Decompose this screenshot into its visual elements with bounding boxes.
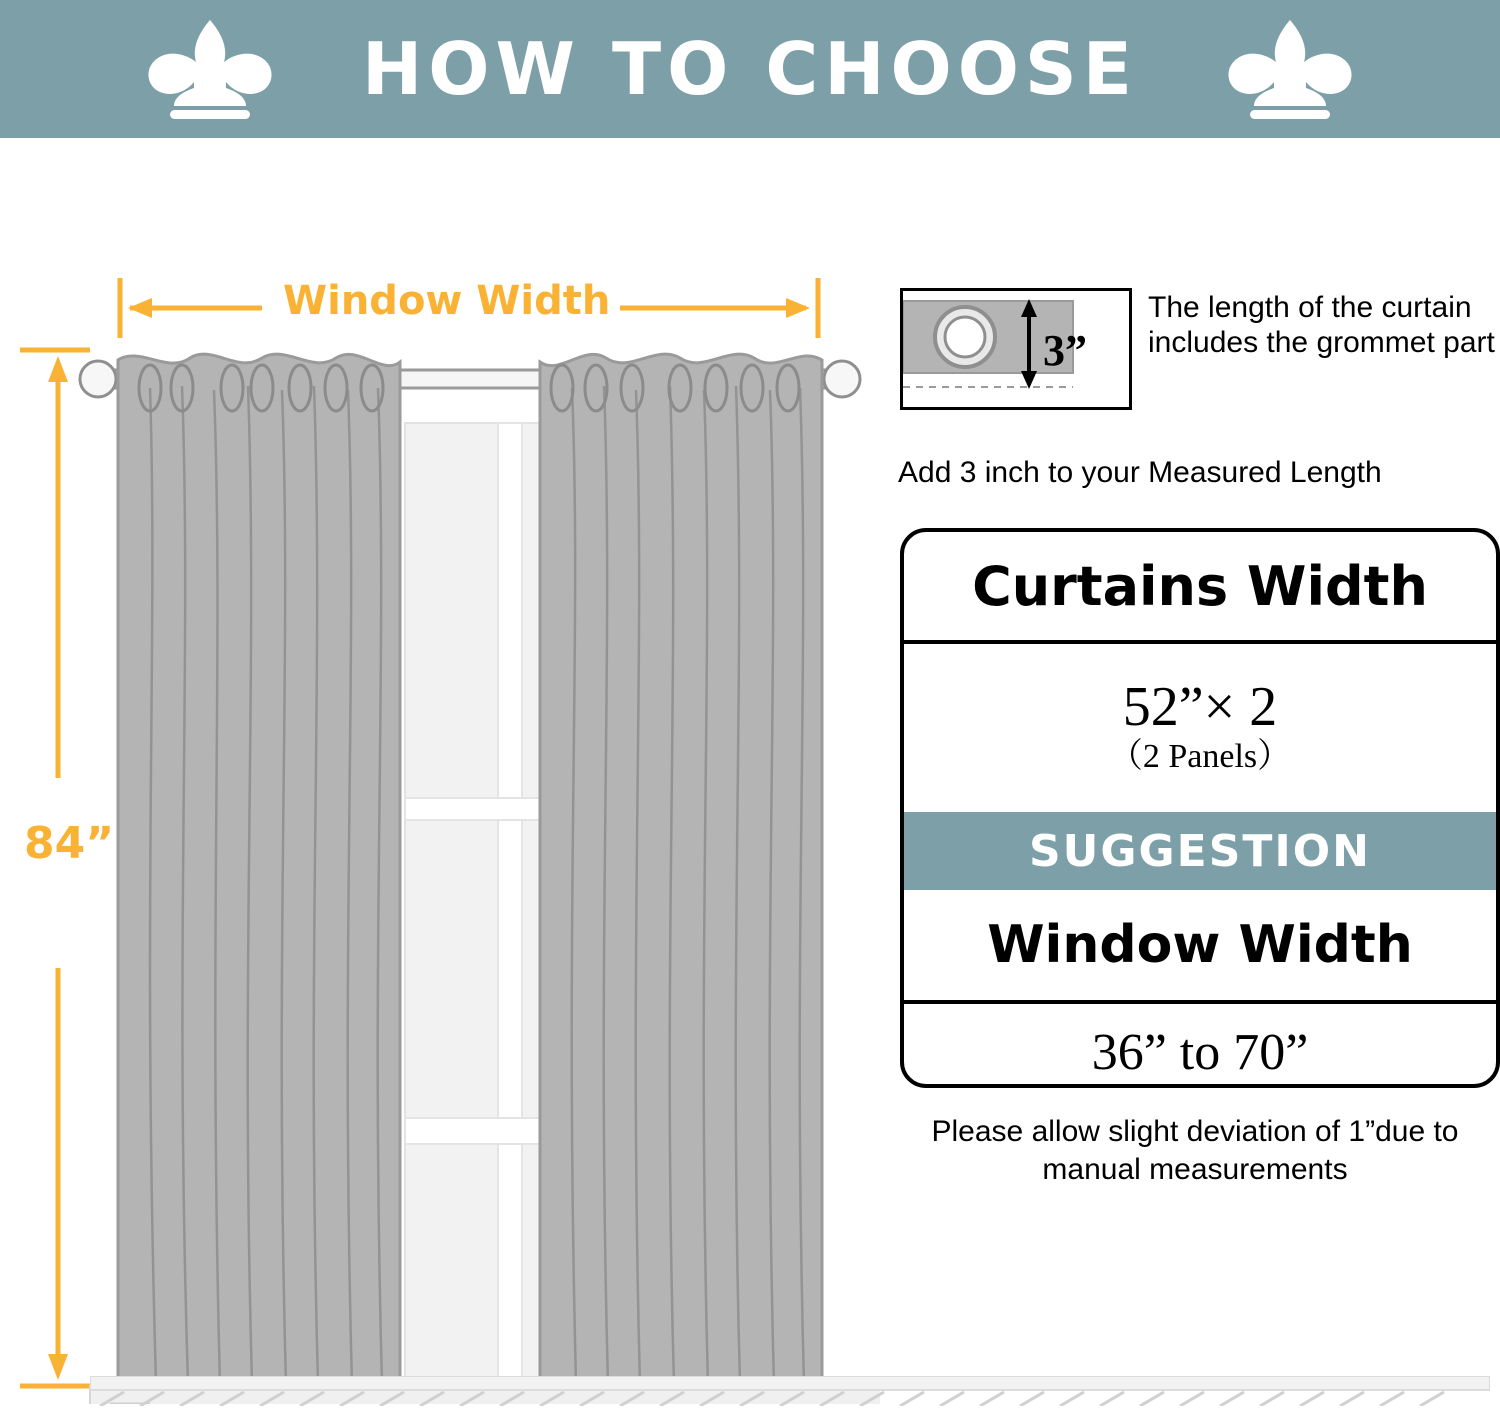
suggestion-band: SUGGESTION [904, 812, 1496, 890]
fleur-de-lis-icon [130, 14, 290, 124]
curtain-illustration [0, 138, 880, 1404]
grommet-note-text: The length of the curtain includes the grommet part [1148, 291, 1495, 360]
curtain-height-label: 84” [24, 818, 115, 869]
grommet-detail-box [900, 288, 1132, 410]
deviation-disclaimer: Please allow slight deviation of 1”due to manual measurements [931, 1115, 1459, 1186]
window-width-label: Window Width [283, 278, 611, 324]
curtain-window-drawing [0, 138, 880, 1404]
suggestion-card [900, 528, 1500, 1088]
grommet-add-length-note: Add 3 inch to your Measured Length [898, 456, 1382, 489]
curtain-panel-left [118, 354, 400, 1394]
card-window-width-range: 36” to 70” [1091, 1023, 1309, 1081]
curtains-width-panels: （2 Panels） [1108, 738, 1292, 775]
card-curtains-width-value [904, 644, 1496, 812]
grommet-size-label: 3” [1043, 326, 1087, 375]
card-subtitle-window-width: Window Width [904, 890, 1496, 1004]
header-banner [0, 0, 1500, 138]
info-column [890, 138, 1500, 1404]
curtains-width-main: 52”× 2 [1122, 676, 1278, 739]
page-title: HOW TO CHOOSE [362, 27, 1138, 111]
fleur-de-lis-icon [1210, 14, 1370, 124]
how-to-choose-diagram [0, 138, 1500, 1404]
card-title-curtains-width: Curtains Width [904, 532, 1496, 644]
grommet-detail-drawing [903, 291, 1129, 407]
curtain-panel-right [540, 354, 822, 1394]
